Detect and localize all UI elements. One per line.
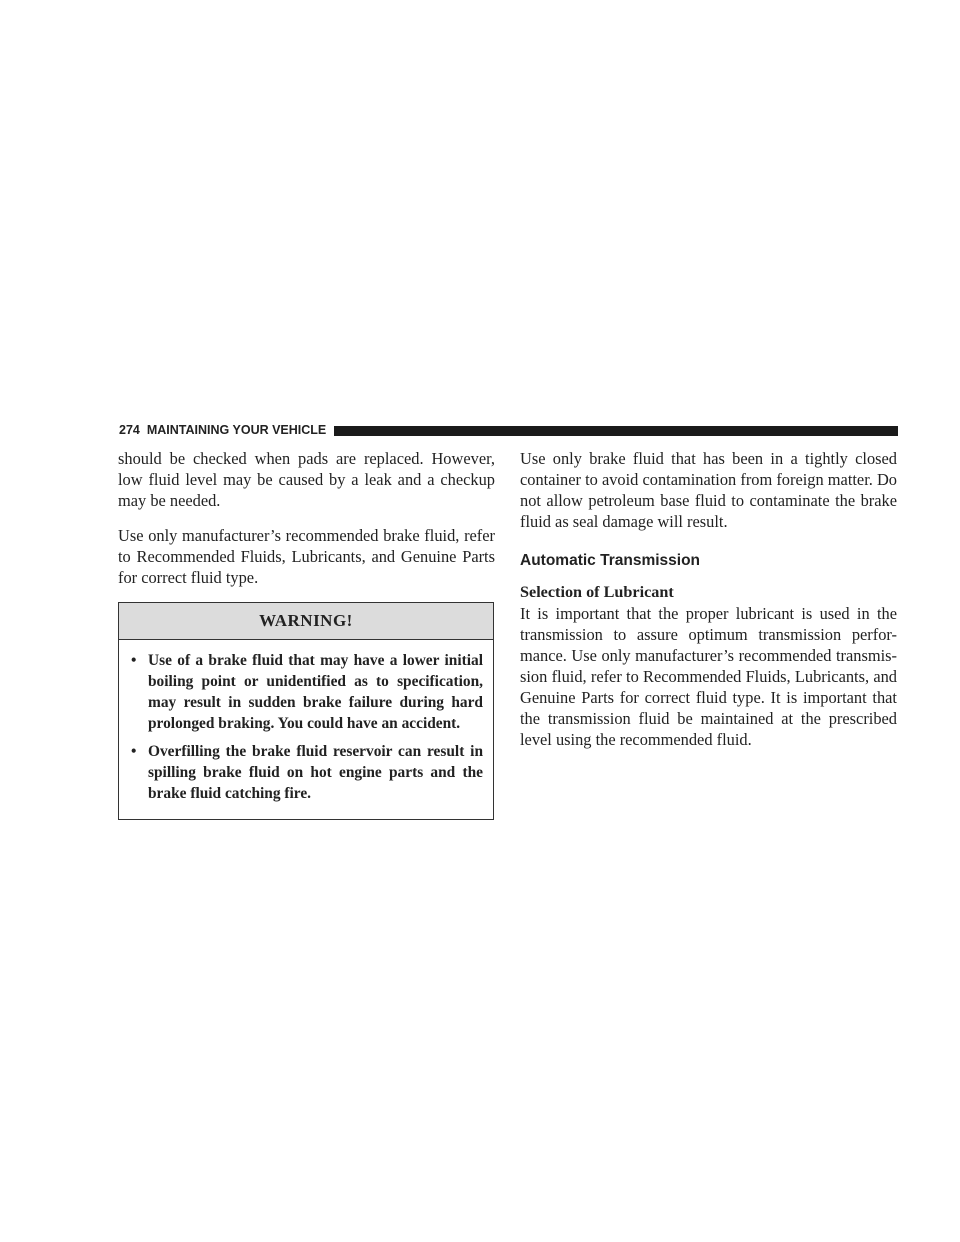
bullet-icon: • (131, 652, 137, 669)
warning-item-text: Use of a brake fluid that may have a lower initial boiling point or unidentified as to specification, may result in sudden brake failure during hard prolonged braking. You could have an accident. (148, 652, 483, 732)
page-number: 274 (119, 423, 140, 437)
warning-item (129, 650, 483, 734)
page-header (119, 421, 898, 439)
bullet-icon: • (131, 743, 137, 760)
warning-item-text: Overfilling the brake fluid reservoir can result in spilling brake fluid on hot engine parts and the brake fluid catching fire. (148, 743, 483, 802)
paragraph-lubricant: It is important that the proper lubricant is used in the transmission to assure optimum transmission perfor-mance. Use only manufacturer’s recommended transmis-sion fluid, refer to Recommended Fluids, Lubricants, and Genuine Parts for correct fluid type. It is important that the transmission fluid be maintained at the prescribed level using the recommended fluid. (520, 604, 897, 749)
warning-title: WARNING! (119, 603, 493, 640)
paragraph-recommended-fluid: Use only manufacturer’s recommended brake fluid, refer to Recommended Fluids, Lubricants, and Genuine Parts for correct fluid type. (118, 526, 495, 587)
warning-box (118, 602, 494, 820)
warning-list (119, 640, 493, 819)
left-column (118, 448, 495, 820)
right-column (520, 448, 897, 764)
section-heading: Automatic Transmission (520, 552, 701, 569)
paragraph-pads-replaced: should be checked when pads are replaced. However, low fluid level may be caused by a leak and a checkup may be needed. (118, 449, 495, 510)
section-title: MAINTAINING YOUR VEHICLE (146, 423, 327, 437)
subsection-heading: Selection of Lubricant (520, 583, 674, 601)
header-rule (334, 426, 898, 436)
warning-item (129, 741, 483, 804)
paragraph-closed-container: Use only brake fluid that has been in a tightly closed container to avoid contamination from foreign matter. Do not allow petroleum base fluid to contaminate the brake fluid as seal damage will result. (520, 449, 897, 531)
